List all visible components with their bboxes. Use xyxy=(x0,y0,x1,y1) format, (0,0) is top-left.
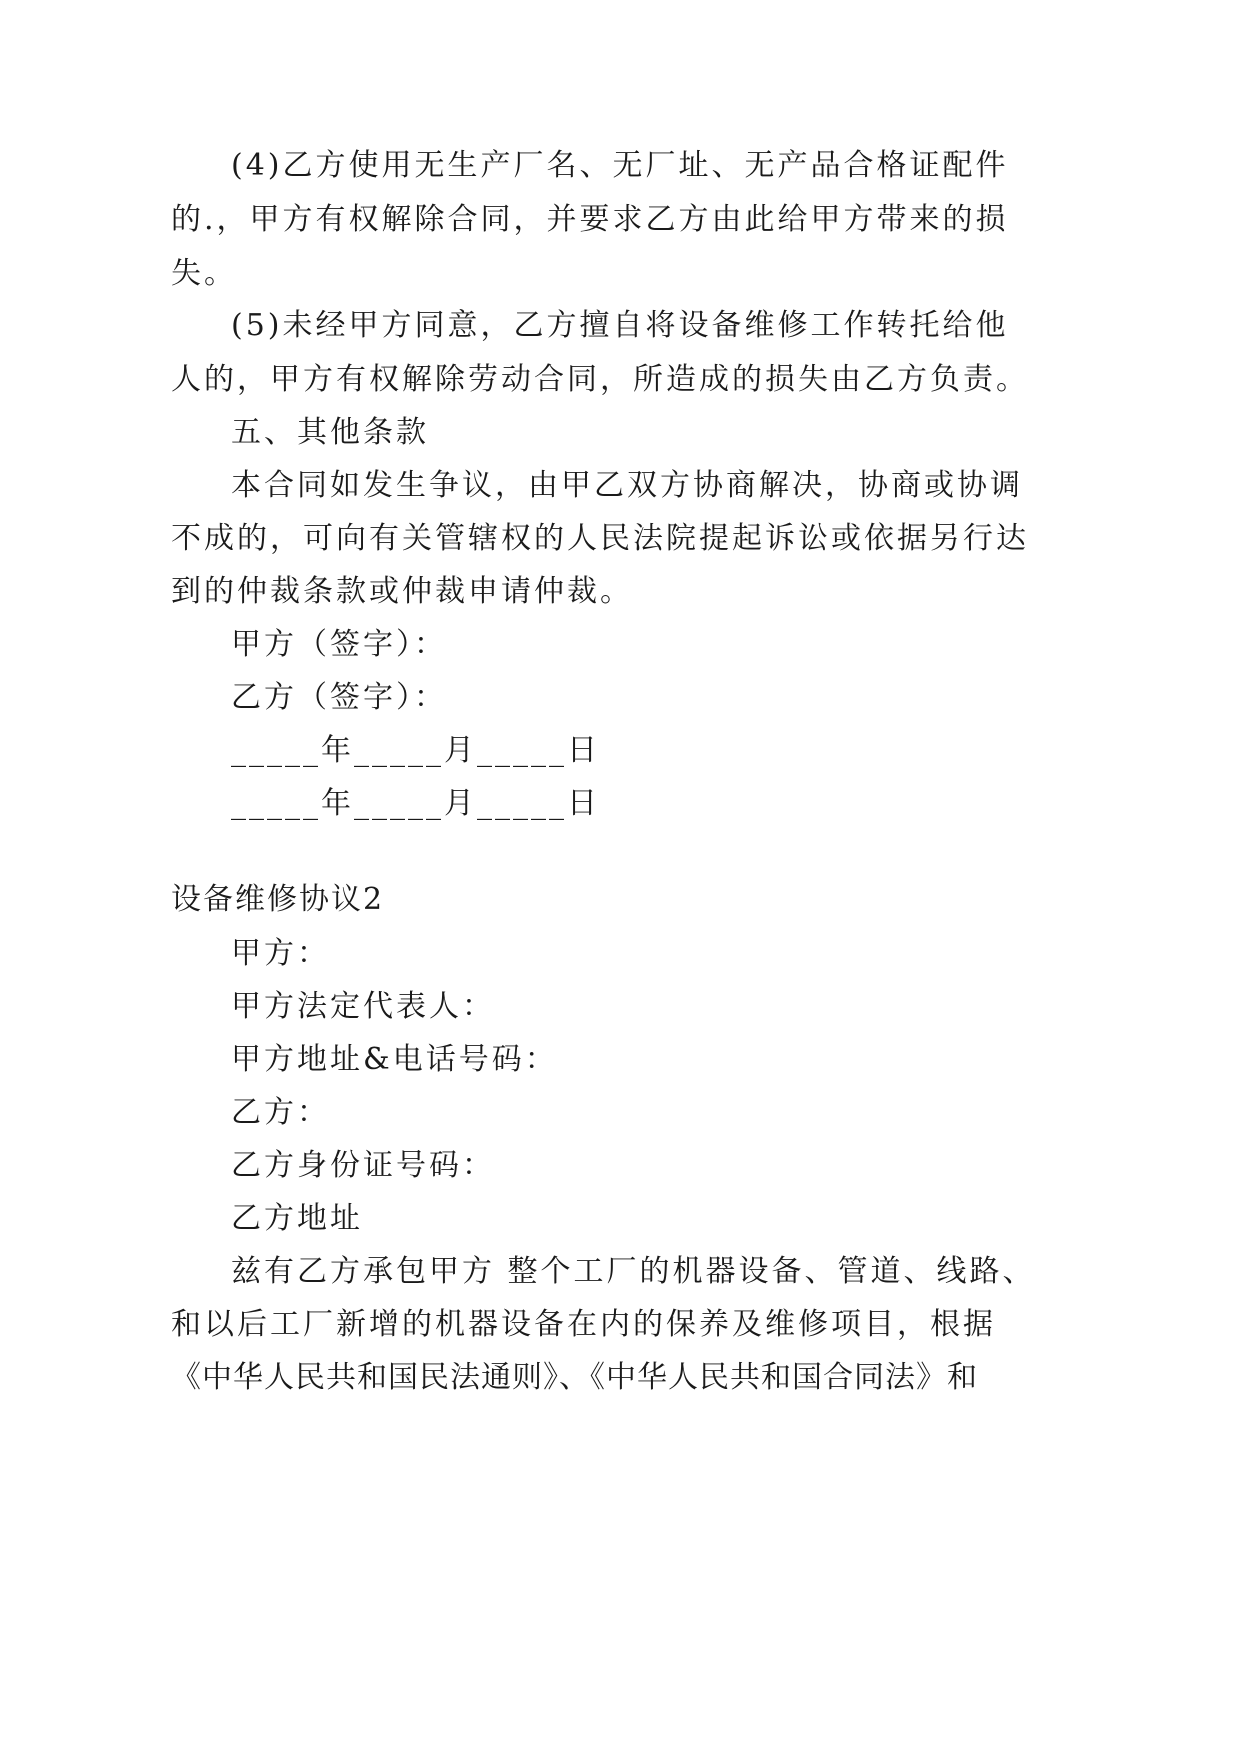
section-heading-other-terms: 五、其他条款 xyxy=(231,415,429,450)
clause-4-line-3: 失。 xyxy=(171,256,237,291)
agreement-2-title: 设备维修协议2 xyxy=(171,882,385,917)
party-b-field: 乙方： xyxy=(231,1095,330,1130)
party-b-signature-label: 乙方（签字）： xyxy=(231,680,447,715)
signature-date-2: _____年_____月_____日 xyxy=(231,786,600,821)
dispute-line-3: 到的仲裁条款或仲裁申请仲裁。 xyxy=(171,574,633,609)
dispute-line-2: 不成的，可向有关管辖权的人民法院提起诉讼或依据另行达 xyxy=(171,521,1029,556)
intro-line-3: 《中华人民共和国民法通则》、《中华人民共和国合同法》和 xyxy=(171,1360,978,1395)
intro-line-2: 和以后工厂新增的机器设备在内的保养及维修项目，根据 xyxy=(171,1307,996,1342)
party-a-representative-field: 甲方法定代表人： xyxy=(231,989,495,1024)
party-a-signature-label: 甲方（签字）： xyxy=(231,627,447,662)
party-a-field: 甲方： xyxy=(231,936,330,971)
dispute-line-1: 本合同如发生争议，由甲乙双方协商解决，协商或协调 xyxy=(231,468,1023,503)
party-a-address-phone-field: 甲方地址&电话号码： xyxy=(231,1042,558,1077)
party-b-id-field: 乙方身份证号码： xyxy=(231,1148,495,1183)
clause-5-line-2: 人的，甲方有权解除劳动合同，所造成的损失由乙方负责。 xyxy=(171,362,1029,397)
clause-4-line-1: (4)乙方使用无生产厂名、无厂址、无产品合格证配件 xyxy=(231,148,1009,183)
intro-line-1: 兹有乙方承包甲方 整个工厂的机器设备、管道、线路、 xyxy=(231,1254,1036,1289)
party-b-address-field: 乙方地址 xyxy=(231,1201,363,1236)
clause-5-line-1: (5)未经甲方同意，乙方擅自将设备维修工作转托给他 xyxy=(231,308,1009,343)
signature-date-1: _____年_____月_____日 xyxy=(231,733,600,768)
clause-4-line-2: 的.，甲方有权解除合同，并要求乙方由此给甲方带来的损 xyxy=(171,202,1009,237)
